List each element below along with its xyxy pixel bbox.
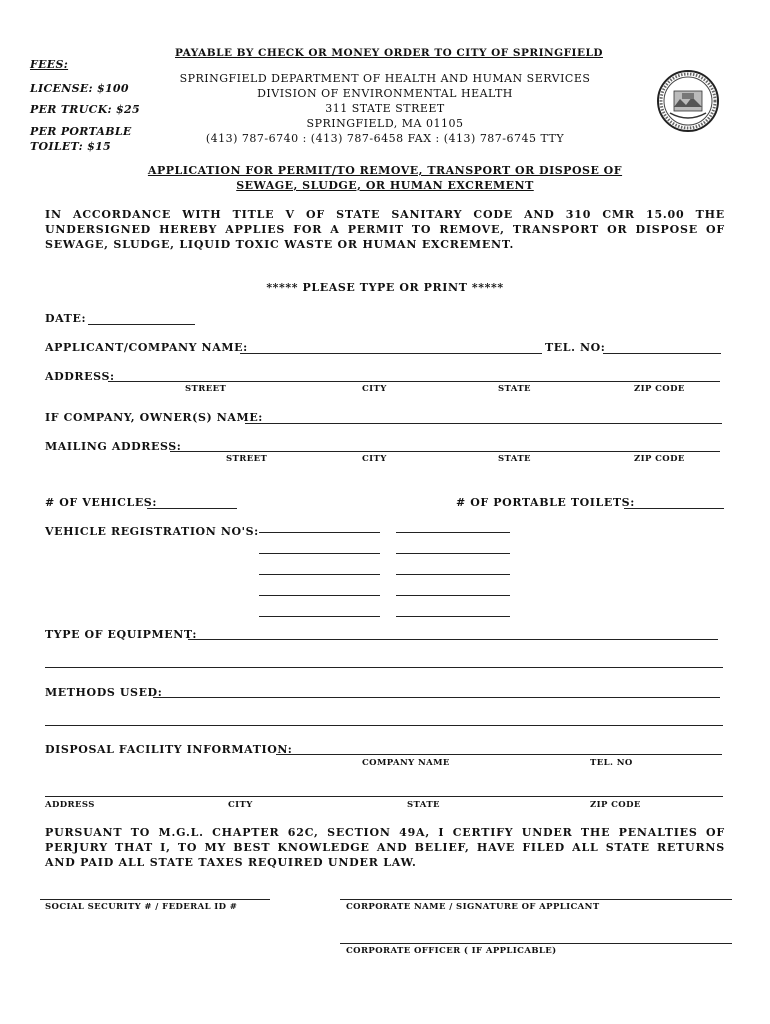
fee-toilet-line2: TOILET: $15 [30,140,111,153]
tel-label: TEL. NO: [545,341,606,354]
ssn-label: SOCIAL SECURITY # / FEDERAL ID # [45,902,238,912]
registration-field[interactable] [396,532,510,533]
address-label: ADDRESS: [45,370,115,383]
fee-toilet-line1: PER PORTABLE [30,125,132,138]
mailing-sub-street: STREET [226,454,268,464]
fee-license: LICENSE: $100 [30,82,129,95]
address-sub-street: STREET [185,384,227,394]
dept-phones: (413) 787-6740 : (413) 787-6458 FAX : (413) 787-6745 TTY [205,132,565,145]
methods-field[interactable] [153,697,720,698]
registration-field[interactable] [259,532,380,533]
type-or-print-note: ***** PLEASE TYPE OR PRINT ***** [266,281,504,294]
registration-field[interactable] [259,553,380,554]
registration-label: VEHICLE REGISTRATION NO'S: [45,525,259,538]
payable-note: PAYABLE BY CHECK OR MONEY ORDER TO CITY OF SPRINGFIELD [175,47,603,59]
disposal-sub-tel: TEL. NO [590,758,633,768]
division-name: DIVISION OF ENVIRONMENTAL HEALTH [257,87,513,100]
corporate-officer-label: CORPORATE OFFICER ( IF APPLICABLE) [346,946,557,956]
equipment-field[interactable] [188,639,718,640]
mailing-label: MAILING ADDRESS: [45,440,182,453]
address-sub-city: CITY [362,384,387,394]
form-title-line1: APPLICATION FOR PERMIT/TO REMOVE, TRANSPORT OR DISPOSE OF [147,164,623,177]
address-field[interactable] [108,381,720,382]
registration-field[interactable] [396,595,510,596]
certification-paragraph: PURSUANT TO M.G.L. CHAPTER 62C, SECTION 49A, I CERTIFY UNDER THE PENALTIES OF PERJURY THAT I, TO MY BEST KNOWLEDGE AND BELIEF, HAVE FILED ALL STATE RETURNS AND PAID ALL STATE TAXES REQUIRED UNDER LAW. [45,826,725,869]
signature-field[interactable] [340,899,732,900]
fee-truck: PER TRUCK: $25 [30,103,140,116]
disposal-sub-zip: ZIP CODE [590,800,641,810]
applicant-field[interactable] [240,353,542,354]
dept-name: SPRINGFIELD DEPARTMENT OF HEALTH AND HUMAN SERVICES [179,72,591,85]
ssn-field[interactable] [40,899,270,900]
intro-paragraph: IN ACCORDANCE WITH TITLE V OF STATE SANITARY CODE AND 310 CMR 15.00 THE UNDERSIGNED HEREBY APPLIES FOR A PERMIT TO REMOVE, TRANSPORT OR DISPOSE OF SEWAGE, SLUDGE, LIQUID TOXIC WASTE OR HUMAN EXCREMENT. [45,208,725,251]
registration-field[interactable] [396,574,510,575]
dept-city: SPRINGFIELD, MA 01105 [306,117,464,130]
registration-field[interactable] [259,616,380,617]
applicant-label: APPLICANT/COMPANY NAME: [45,341,248,354]
disposal-sub-company: COMPANY NAME [362,758,450,768]
disposal-label: DISPOSAL FACILITY INFORMATION: [45,743,293,756]
owner-field[interactable] [245,423,722,424]
date-label: DATE: [45,312,87,325]
methods-label: METHODS USED: [45,686,163,699]
address-sub-zip: ZIP CODE [634,384,685,394]
toilets-field[interactable] [624,508,724,509]
methods-field-continued[interactable] [45,725,723,726]
mailing-field[interactable] [170,451,720,452]
date-field[interactable] [88,324,195,325]
disposal-sub-address: ADDRESS [45,800,95,810]
toilets-label: # OF PORTABLE TOILETS: [456,496,635,509]
fees-title: FEES: [30,58,69,71]
mailing-sub-state: STATE [498,454,531,464]
mailing-sub-city: CITY [362,454,387,464]
registration-field[interactable] [259,574,380,575]
disposal-sub-state: STATE [407,800,440,810]
tel-field[interactable] [603,353,721,354]
equipment-field-continued[interactable] [45,667,723,668]
disposal-sub-city: CITY [228,800,253,810]
corporate-name-label: CORPORATE NAME / SIGNATURE OF APPLICANT [346,902,600,912]
form-title-line2: SEWAGE, SLUDGE, OR HUMAN EXCREMENT [236,179,534,192]
registration-field[interactable] [259,595,380,596]
corporate-officer-field[interactable] [340,943,732,944]
city-seal-icon [656,69,720,133]
disposal-address-field[interactable] [45,796,723,797]
registration-field[interactable] [396,553,510,554]
vehicles-field[interactable] [147,508,237,509]
equipment-label: TYPE OF EQUIPMENT: [45,628,197,641]
address-sub-state: STATE [498,384,531,394]
mailing-sub-zip: ZIP CODE [634,454,685,464]
dept-street: 311 STATE STREET [325,102,445,115]
disposal-company-field[interactable] [276,754,722,755]
vehicles-label: # OF VEHICLES: [45,496,158,509]
owner-label: IF COMPANY, OWNER(S) NAME: [45,411,263,424]
registration-field[interactable] [396,616,510,617]
